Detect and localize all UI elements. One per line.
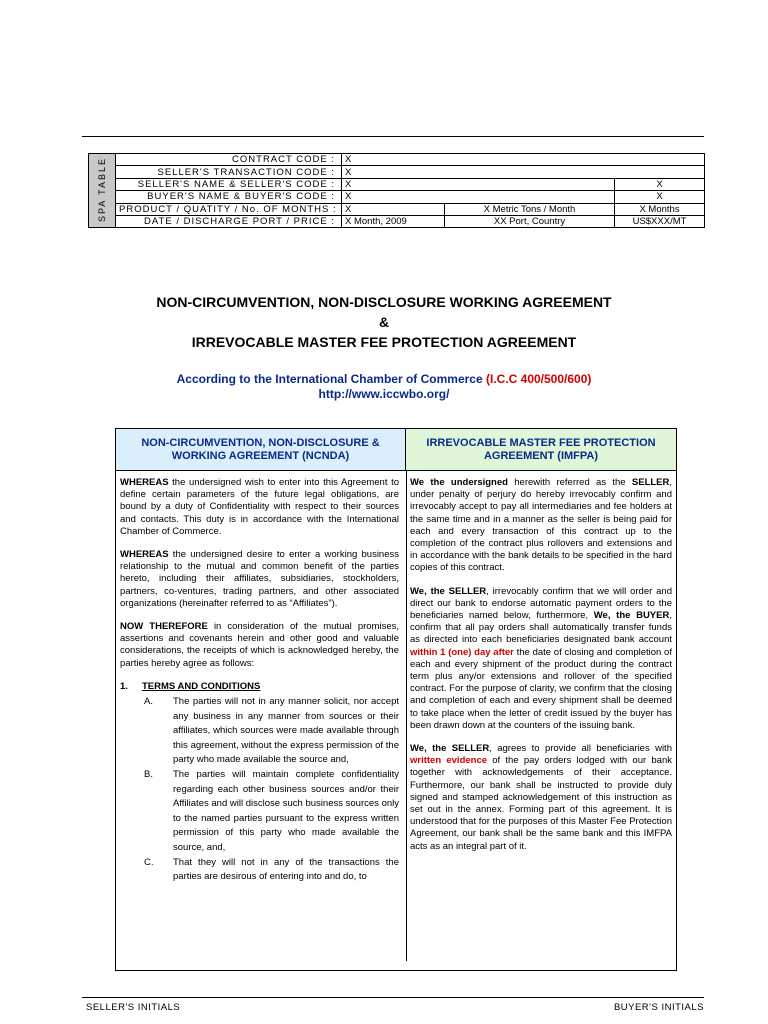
list-item: A. The parties will not in any manner solicit, nor accept any business in any manner from sources or their affiliates, which sources were made available through this agreement, without the express permission of the party who made available the source and, xyxy=(144,696,399,766)
ncnda-paragraph: WHEREAS the undersigned wish to enter into this Agreement to define certain parameters of the future legal obligations, are bound by a duty of Confidentiality with respect to their sources and contacts. This duty is in accordance with the International Chamber of Commerce. xyxy=(120,477,399,537)
spa-table xyxy=(88,153,705,228)
ncnda-paragraph: WHEREAS the undersigned desire to enter a working business relationship to the mutual and common benefit of the parties hereto, including their affiliates, subsidiaries, stockholders, partners, co-ventures, trading partners, and other associated organizations (hereinafter referred to as “Affiliates”). xyxy=(120,549,399,609)
spa-label: SELLER'S TRANSACTION CODE : xyxy=(116,166,342,178)
ncnda-header: NON-CIRCUMVENTION, NON-DISCLOSURE & WORKING AGREEMENT (NCNDA) xyxy=(116,429,406,471)
spa-row-buyer-name xyxy=(89,191,705,203)
according-line xyxy=(0,372,768,386)
buyers-initials: BUYER'S INITIALS xyxy=(613,1002,704,1013)
spa-label: DATE / DISCHARGE PORT / PRICE : xyxy=(116,215,342,227)
imfpa-header: IRREVOCABLE MASTER FEE PROTECTION AGREEMENT (IMFPA) xyxy=(406,429,676,471)
imfpa-paragraph: We the undersigned herewith referred as the SELLER, under penalty of perjury do hereby irrevocably confirm and irrevocably accept to pay all intermediaries and fee holders at the same time and in a manner as the seller is being paid for each and every transaction of this contract up to the completion of the contract plus rollovers and extensions and in accordance with the bank details to be specified in the hard copies of this contract. xyxy=(410,477,672,574)
spa-row-contract-code xyxy=(89,154,705,166)
agreement-box xyxy=(115,428,677,971)
icc-reference: (I.C.C 400/500/600) xyxy=(485,372,592,386)
spa-value: X xyxy=(615,191,705,203)
spa-value: US$XXX/MT xyxy=(615,215,705,227)
spa-row-seller-transaction xyxy=(89,166,705,178)
title-line-3: IRREVOCABLE MASTER FEE PROTECTION AGREEMENT xyxy=(191,334,577,350)
list-item: C. That they will not in any of the transactions the parties are desirous of entering into and do, to xyxy=(144,856,399,883)
spa-label: SELLER'S NAME & SELLER'S CODE : xyxy=(116,178,342,190)
according-text: According to the International Chamber of Commerce xyxy=(176,372,486,386)
spa-row-seller-name xyxy=(89,178,705,190)
spa-value: X Metric Tons / Month xyxy=(445,203,615,215)
imfpa-column xyxy=(410,477,672,955)
spa-value: XX Port, Country xyxy=(445,215,615,227)
ncnda-paragraph: NOW THEREFORE in consideration of the mutual promises, assertions and covenants herein and other good and valuable considerations, the receipts of which is acknowledged hereby, the parties hereby agree as follows: xyxy=(120,621,399,669)
spa-label: PRODUCT / QUATITY / No. OF MONTHS : xyxy=(116,203,342,215)
spa-side-label: SPA TABLE xyxy=(89,154,116,228)
imfpa-paragraph: We, the SELLER, irrevocably confirm that we will order and direct our bank to endorse automatic payment orders to the beneficiaries named below, furthermore, We, the BUYER, confirm that all pay orders shall automatically transfer funds as directed into each beneficiaries designated bank account within 1 (one) day after the date of closing and completion of each and every shipment of the product during the contract term plus any/or extensions and rollover of the specified contract. For the purpose of clarity, we confirm that the closing and completion of each and every shipment shall be deemed to take place when the letter of credit issued by the buyer has been drawn down at the counters of the issuing bank. xyxy=(410,585,672,731)
spa-label: BUYER'S NAME & BUYER'S CODE : xyxy=(116,191,342,203)
spa-row-product xyxy=(89,203,705,215)
spa-value: X xyxy=(342,191,615,203)
title-line-1: NON-CIRCUMVENTION, NON-DISCLOSURE WORKING AGREEMENT xyxy=(156,294,612,310)
spa-value: X Month, 2009 xyxy=(342,215,445,227)
spa-value: X Months xyxy=(615,203,705,215)
footer-rule xyxy=(82,997,704,998)
ncnda-column xyxy=(120,477,399,967)
list-item: B. The parties will maintain complete confidentiality regarding each other business sources and/or their Affiliates and will disclose such business sources only to the named parties pursuant to the express written permission of this party who made available the source, and, xyxy=(144,769,399,853)
spa-value: X xyxy=(342,154,705,166)
section-heading: 1. TERMS AND CONDITIONS xyxy=(120,680,261,692)
spa-value: X xyxy=(615,178,705,190)
spa-value: X xyxy=(342,166,705,178)
column-divider xyxy=(406,471,407,961)
imfpa-paragraph: We, the SELLER, agrees to provide all beneficiaries with written evidence of the pay orders lodged with our bank together with acknowledgements of their acceptance. Furthermore, our bank shall be instructed to provide duly signed and stamped acknowledgement of this instruction as set out in the annex. Forming part of this agreement. It is understood that for the purposes of this Master Fee Protection Agreement, our bank shall be the same bank and this IMFPA acts as an integral part of it. xyxy=(410,743,672,852)
spa-value: X xyxy=(342,203,445,215)
title-ampersand: & xyxy=(378,314,390,330)
top-rule xyxy=(82,136,704,137)
icc-url-link[interactable]: http://www.iccwbo.org/ xyxy=(318,387,450,401)
spa-label: CONTRACT CODE : xyxy=(116,154,342,166)
spa-value: X xyxy=(342,178,615,190)
sellers-initials: SELLER'S INITIALS xyxy=(86,1002,181,1013)
spa-row-date-port-price xyxy=(89,215,705,227)
